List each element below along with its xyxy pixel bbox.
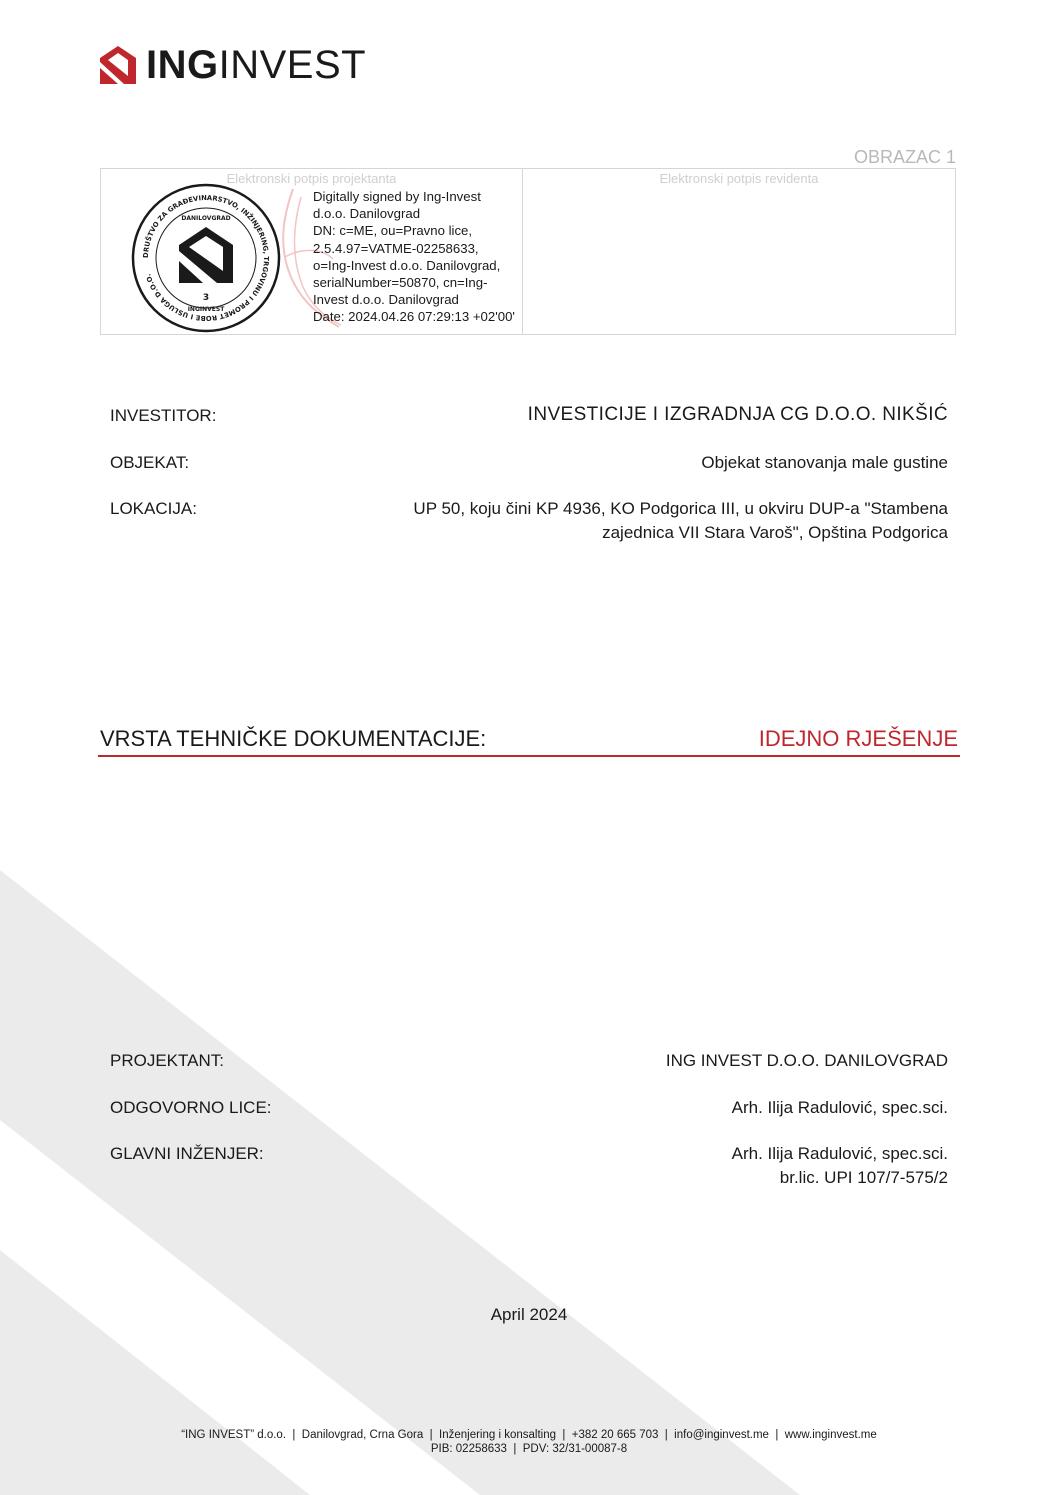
object-value: Objekat stanovanja male gustine bbox=[701, 453, 948, 472]
page-footer bbox=[0, 1428, 1058, 1456]
signature-detail-line: d.o.o. Danilovgrad bbox=[313, 206, 421, 222]
object-label: OBJEKAT: bbox=[110, 453, 190, 472]
location-value bbox=[413, 497, 948, 545]
chief-engineer-value bbox=[732, 1142, 948, 1190]
doc-type-label: VRSTA TEHNIČKE DOKUMENTACIJE: bbox=[100, 726, 487, 751]
footer-tax-line: PIB: 02258633 | PDV: 32/31-00087-8 bbox=[430, 1443, 628, 1455]
logo-text-light: INVEST bbox=[218, 43, 367, 87]
seal-city: DANILOVGRAD bbox=[181, 215, 231, 222]
logo-text-bold: ING bbox=[146, 43, 219, 87]
signature-detail-line: serialNumber=50870, cn=Ing- bbox=[313, 275, 488, 291]
doc-type-value: IDEJNO RJEŠENJE bbox=[758, 726, 958, 751]
designer-signature-caption: Elektronski potpis projektanta bbox=[226, 171, 397, 186]
digital-signature-details bbox=[313, 188, 523, 326]
company-seal-icon bbox=[131, 183, 281, 333]
signature-detail-line: o=Ing-Invest d.o.o. Danilovgrad, bbox=[313, 257, 501, 273]
location-label: LOKACIJA: bbox=[110, 499, 197, 518]
reviewer-signature-caption: Elektronski potpis revidenta bbox=[659, 171, 819, 186]
responsible-person-label: ODGOVORNO LICE: bbox=[110, 1098, 272, 1117]
chief-engineer-name: Arh. Ilija Radulović, spec.sci. bbox=[731, 1144, 948, 1163]
seal-ring-text: DRUŠTVO ZA GRAĐEVINARSTVO, INŽINJERING, TRGOVINU I PROMET ROBE I USLUGA D.O.O. bbox=[141, 193, 271, 323]
signature-detail-line: Invest d.o.o. Danilovgrad bbox=[313, 292, 459, 308]
logo-mark-icon bbox=[98, 44, 138, 86]
reviewer-signature-cell bbox=[523, 169, 955, 334]
investor-label: INVESTITOR: bbox=[110, 406, 217, 425]
location-value-line: UP 50, koju čini KP 4936, KO Podgorica III, u okviru DUP-a "Stambena bbox=[413, 499, 948, 518]
company-logo bbox=[98, 44, 366, 86]
signature-detail-line: DN: c=ME, ou=Pravno lice, bbox=[313, 223, 473, 239]
form-code: OBRAZAC 1 bbox=[853, 147, 956, 167]
chief-engineer-label: GLAVNI INŽENJER: bbox=[110, 1144, 264, 1163]
designer-label: PROJEKTANT: bbox=[110, 1051, 224, 1070]
chief-engineer-license: br.lic. UPI 107/7-575/2 bbox=[779, 1168, 948, 1187]
responsible-person-value: Arh. Ilija Radulović, spec.sci. bbox=[731, 1098, 948, 1117]
signature-box bbox=[100, 168, 956, 335]
footer-contact-line: “ING INVEST” d.o.o. | Danilovgrad, Crna Gora | Inženjering i konsalting | +382 20 665 703 | info@inginvest.me | www.inginvest.me bbox=[181, 1429, 877, 1441]
seal-number: 3 bbox=[202, 293, 210, 303]
signature-detail-line: Date: 2024.04.26 07:29:13 +02'00' bbox=[313, 309, 515, 325]
signature-detail-line: 2.5.4.97=VATME-02258633, bbox=[313, 240, 479, 256]
designer-signature-cell bbox=[101, 169, 523, 334]
signature-detail-line: Digitally signed by Ing-Invest bbox=[313, 189, 481, 204]
investor-value: INVESTICIJE I IZGRADNJA CG D.O.O. NIKŠIĆ bbox=[527, 404, 948, 425]
document-date: April 2024 bbox=[490, 1305, 568, 1324]
designer-value: ING INVEST D.O.O. DANILOVGRAD bbox=[665, 1051, 948, 1070]
location-value-line: zajednica VII Stara Varoš", Opština Podgorica bbox=[602, 523, 948, 542]
doc-type-divider bbox=[98, 755, 960, 757]
seal-name: INGINVEST bbox=[187, 306, 225, 313]
